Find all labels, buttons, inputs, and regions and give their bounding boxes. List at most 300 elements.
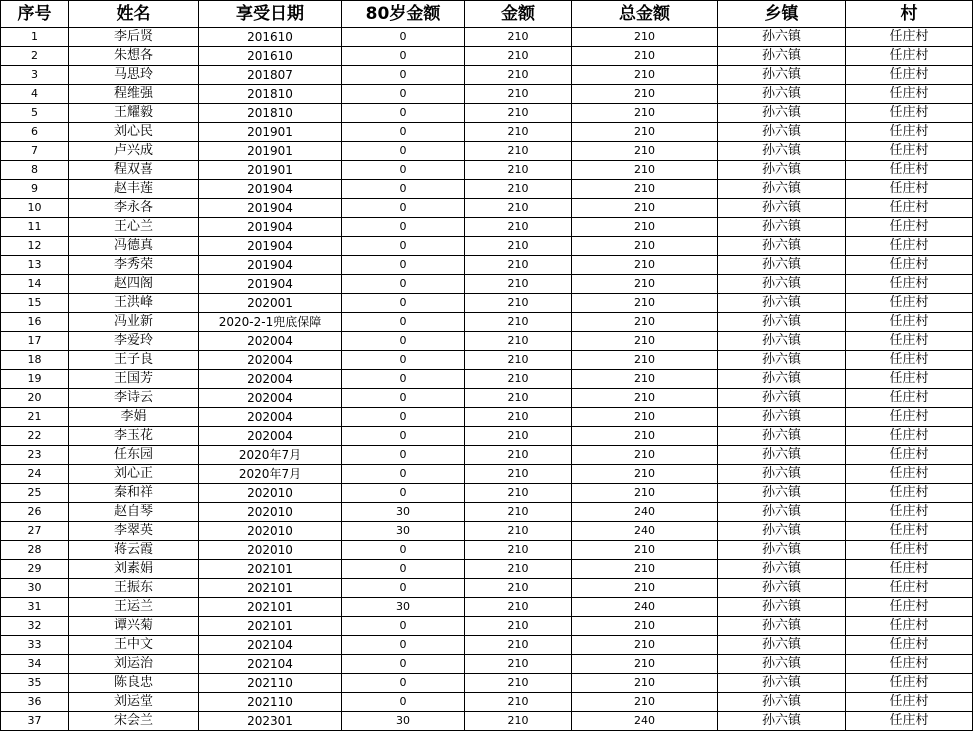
table-row	[1, 503, 973, 522]
cell-amount: 210	[465, 237, 572, 256]
cell-index: 12	[1, 237, 69, 256]
cell-town: 孙六镇	[718, 104, 846, 123]
cell-date: 202010	[199, 484, 342, 503]
cell-village: 任庄村	[846, 313, 973, 332]
cell-index: 13	[1, 256, 69, 275]
cell-total: 210	[572, 142, 718, 161]
table-row	[1, 370, 973, 389]
cell-date: 202004	[199, 351, 342, 370]
cell-index: 32	[1, 617, 69, 636]
cell-index: 28	[1, 541, 69, 560]
cell-80-amount: 0	[342, 693, 465, 712]
cell-80-amount: 0	[342, 47, 465, 66]
cell-total: 210	[572, 123, 718, 142]
cell-name: 王子良	[69, 351, 199, 370]
table-row	[1, 332, 973, 351]
cell-name: 李永各	[69, 199, 199, 218]
cell-index: 3	[1, 66, 69, 85]
cell-town: 孙六镇	[718, 617, 846, 636]
cell-total: 210	[572, 66, 718, 85]
cell-date: 202004	[199, 389, 342, 408]
cell-index: 8	[1, 161, 69, 180]
cell-index: 16	[1, 313, 69, 332]
cell-village: 任庄村	[846, 161, 973, 180]
cell-80-amount: 0	[342, 655, 465, 674]
cell-amount: 210	[465, 598, 572, 617]
cell-town: 孙六镇	[718, 560, 846, 579]
cell-total: 210	[572, 370, 718, 389]
table-row	[1, 579, 973, 598]
cell-village: 任庄村	[846, 617, 973, 636]
header-date: 享受日期	[199, 1, 342, 28]
cell-village: 任庄村	[846, 237, 973, 256]
cell-index: 22	[1, 427, 69, 446]
cell-80-amount: 30	[342, 598, 465, 617]
cell-80-amount: 0	[342, 351, 465, 370]
cell-total: 210	[572, 47, 718, 66]
cell-town: 孙六镇	[718, 484, 846, 503]
cell-name: 卢兴成	[69, 142, 199, 161]
cell-village: 任庄村	[846, 693, 973, 712]
cell-village: 任庄村	[846, 104, 973, 123]
cell-village: 任庄村	[846, 579, 973, 598]
table-row	[1, 465, 973, 484]
cell-name: 宋会兰	[69, 712, 199, 731]
cell-name: 任东园	[69, 446, 199, 465]
table-row	[1, 275, 973, 294]
cell-index: 36	[1, 693, 69, 712]
cell-village: 任庄村	[846, 541, 973, 560]
cell-amount: 210	[465, 275, 572, 294]
cell-80-amount: 0	[342, 294, 465, 313]
cell-village: 任庄村	[846, 465, 973, 484]
cell-village: 任庄村	[846, 294, 973, 313]
cell-name: 王心兰	[69, 218, 199, 237]
cell-amount: 210	[465, 351, 572, 370]
cell-town: 孙六镇	[718, 123, 846, 142]
cell-town: 孙六镇	[718, 389, 846, 408]
cell-total: 210	[572, 465, 718, 484]
cell-index: 25	[1, 484, 69, 503]
cell-name: 陈良忠	[69, 674, 199, 693]
cell-total: 210	[572, 237, 718, 256]
cell-80-amount: 0	[342, 617, 465, 636]
cell-index: 9	[1, 180, 69, 199]
cell-index: 10	[1, 199, 69, 218]
cell-total: 240	[572, 598, 718, 617]
cell-amount: 210	[465, 85, 572, 104]
cell-80-amount: 0	[342, 484, 465, 503]
cell-total: 210	[572, 655, 718, 674]
table-row	[1, 389, 973, 408]
cell-date: 201904	[199, 199, 342, 218]
cell-index: 18	[1, 351, 69, 370]
cell-index: 11	[1, 218, 69, 237]
cell-80-amount: 0	[342, 674, 465, 693]
cell-80-amount: 0	[342, 28, 465, 47]
cell-date: 201810	[199, 85, 342, 104]
cell-village: 任庄村	[846, 427, 973, 446]
cell-80-amount: 0	[342, 636, 465, 655]
cell-80-amount: 0	[342, 579, 465, 598]
cell-name: 谭兴菊	[69, 617, 199, 636]
cell-index: 21	[1, 408, 69, 427]
table-row	[1, 674, 973, 693]
cell-village: 任庄村	[846, 351, 973, 370]
cell-name: 冯业新	[69, 313, 199, 332]
header-village: 村	[846, 1, 973, 28]
cell-village: 任庄村	[846, 484, 973, 503]
cell-80-amount: 0	[342, 256, 465, 275]
cell-town: 孙六镇	[718, 28, 846, 47]
cell-80-amount: 0	[342, 370, 465, 389]
cell-index: 19	[1, 370, 69, 389]
cell-name: 李爱玲	[69, 332, 199, 351]
table-row	[1, 560, 973, 579]
table-row	[1, 541, 973, 560]
cell-village: 任庄村	[846, 256, 973, 275]
cell-date: 202110	[199, 674, 342, 693]
cell-total: 240	[572, 503, 718, 522]
cell-town: 孙六镇	[718, 370, 846, 389]
table-row	[1, 237, 973, 256]
cell-amount: 210	[465, 503, 572, 522]
table-row	[1, 484, 973, 503]
cell-village: 任庄村	[846, 199, 973, 218]
header-amount: 金额	[465, 1, 572, 28]
table-row	[1, 427, 973, 446]
cell-village: 任庄村	[846, 28, 973, 47]
cell-80-amount: 0	[342, 275, 465, 294]
cell-date: 202101	[199, 598, 342, 617]
cell-name: 李秀荣	[69, 256, 199, 275]
cell-80-amount: 0	[342, 66, 465, 85]
cell-amount: 210	[465, 636, 572, 655]
cell-amount: 210	[465, 693, 572, 712]
cell-80-amount: 30	[342, 522, 465, 541]
cell-total: 210	[572, 218, 718, 237]
cell-index: 37	[1, 712, 69, 731]
cell-amount: 210	[465, 465, 572, 484]
cell-date: 202010	[199, 522, 342, 541]
cell-amount: 210	[465, 256, 572, 275]
cell-name: 刘运治	[69, 655, 199, 674]
cell-town: 孙六镇	[718, 541, 846, 560]
cell-80-amount: 0	[342, 560, 465, 579]
cell-town: 孙六镇	[718, 294, 846, 313]
cell-name: 马思玲	[69, 66, 199, 85]
cell-date: 202104	[199, 655, 342, 674]
cell-amount: 210	[465, 161, 572, 180]
cell-total: 210	[572, 427, 718, 446]
cell-amount: 210	[465, 484, 572, 503]
cell-name: 李玉花	[69, 427, 199, 446]
cell-80-amount: 0	[342, 313, 465, 332]
cell-name: 李诗云	[69, 389, 199, 408]
cell-amount: 210	[465, 142, 572, 161]
cell-amount: 210	[465, 408, 572, 427]
cell-index: 24	[1, 465, 69, 484]
cell-name: 赵四阁	[69, 275, 199, 294]
cell-name: 刘心民	[69, 123, 199, 142]
table-row	[1, 123, 973, 142]
cell-80-amount: 0	[342, 446, 465, 465]
cell-80-amount: 30	[342, 712, 465, 731]
cell-village: 任庄村	[846, 446, 973, 465]
cell-name: 王国芳	[69, 370, 199, 389]
table-row	[1, 693, 973, 712]
cell-amount: 210	[465, 294, 572, 313]
cell-town: 孙六镇	[718, 237, 846, 256]
header-row	[1, 1, 973, 28]
cell-town: 孙六镇	[718, 142, 846, 161]
cell-80-amount: 0	[342, 180, 465, 199]
cell-village: 任庄村	[846, 503, 973, 522]
cell-date: 202010	[199, 541, 342, 560]
table-row	[1, 351, 973, 370]
cell-name: 王振东	[69, 579, 199, 598]
cell-total: 240	[572, 522, 718, 541]
cell-date: 202004	[199, 370, 342, 389]
cell-name: 程维强	[69, 85, 199, 104]
cell-village: 任庄村	[846, 47, 973, 66]
table-row	[1, 598, 973, 617]
cell-index: 2	[1, 47, 69, 66]
cell-80-amount: 0	[342, 332, 465, 351]
cell-date: 202004	[199, 427, 342, 446]
cell-date: 201810	[199, 104, 342, 123]
cell-80-amount: 0	[342, 199, 465, 218]
cell-village: 任庄村	[846, 218, 973, 237]
cell-total: 210	[572, 636, 718, 655]
cell-town: 孙六镇	[718, 446, 846, 465]
cell-date: 201807	[199, 66, 342, 85]
cell-index: 29	[1, 560, 69, 579]
cell-80-amount: 0	[342, 541, 465, 560]
cell-amount: 210	[465, 446, 572, 465]
cell-date: 2020年7月	[199, 465, 342, 484]
cell-index: 4	[1, 85, 69, 104]
cell-date: 201901	[199, 161, 342, 180]
cell-town: 孙六镇	[718, 503, 846, 522]
cell-total: 210	[572, 313, 718, 332]
cell-village: 任庄村	[846, 655, 973, 674]
cell-total: 210	[572, 674, 718, 693]
cell-80-amount: 0	[342, 104, 465, 123]
cell-date: 201904	[199, 275, 342, 294]
cell-total: 210	[572, 541, 718, 560]
cell-index: 35	[1, 674, 69, 693]
cell-town: 孙六镇	[718, 674, 846, 693]
cell-total: 210	[572, 256, 718, 275]
cell-total: 210	[572, 617, 718, 636]
cell-index: 7	[1, 142, 69, 161]
header-index: 序号	[1, 1, 69, 28]
table-row	[1, 47, 973, 66]
cell-date: 202110	[199, 693, 342, 712]
cell-date: 202101	[199, 560, 342, 579]
cell-town: 孙六镇	[718, 522, 846, 541]
cell-date: 202010	[199, 503, 342, 522]
cell-village: 任庄村	[846, 522, 973, 541]
table-row	[1, 161, 973, 180]
cell-80-amount: 0	[342, 237, 465, 256]
cell-town: 孙六镇	[718, 47, 846, 66]
cell-amount: 210	[465, 427, 572, 446]
cell-name: 刘心正	[69, 465, 199, 484]
cell-town: 孙六镇	[718, 332, 846, 351]
cell-80-amount: 0	[342, 465, 465, 484]
cell-date: 201904	[199, 180, 342, 199]
cell-date: 202104	[199, 636, 342, 655]
cell-name: 王耀毅	[69, 104, 199, 123]
cell-name: 刘运堂	[69, 693, 199, 712]
cell-index: 27	[1, 522, 69, 541]
cell-amount: 210	[465, 712, 572, 731]
cell-village: 任庄村	[846, 636, 973, 655]
cell-amount: 210	[465, 123, 572, 142]
table-row	[1, 655, 973, 674]
cell-total: 240	[572, 712, 718, 731]
table-row	[1, 446, 973, 465]
cell-village: 任庄村	[846, 560, 973, 579]
cell-town: 孙六镇	[718, 579, 846, 598]
cell-date: 202004	[199, 332, 342, 351]
cell-name: 刘素娟	[69, 560, 199, 579]
cell-name: 赵自琴	[69, 503, 199, 522]
table-row	[1, 85, 973, 104]
cell-date: 201904	[199, 256, 342, 275]
cell-date: 202301	[199, 712, 342, 731]
cell-80-amount: 0	[342, 123, 465, 142]
cell-total: 210	[572, 351, 718, 370]
cell-date: 201904	[199, 237, 342, 256]
cell-town: 孙六镇	[718, 351, 846, 370]
cell-town: 孙六镇	[718, 161, 846, 180]
cell-town: 孙六镇	[718, 218, 846, 237]
cell-date: 202101	[199, 617, 342, 636]
cell-date: 201610	[199, 28, 342, 47]
cell-total: 210	[572, 85, 718, 104]
cell-name: 程双喜	[69, 161, 199, 180]
table-row	[1, 199, 973, 218]
table-row	[1, 104, 973, 123]
cell-village: 任庄村	[846, 408, 973, 427]
cell-village: 任庄村	[846, 123, 973, 142]
cell-village: 任庄村	[846, 332, 973, 351]
cell-80-amount: 0	[342, 85, 465, 104]
table-row	[1, 66, 973, 85]
cell-index: 20	[1, 389, 69, 408]
cell-index: 1	[1, 28, 69, 47]
cell-date: 202001	[199, 294, 342, 313]
table-row	[1, 180, 973, 199]
cell-amount: 210	[465, 47, 572, 66]
cell-village: 任庄村	[846, 389, 973, 408]
cell-date: 2020-2-1兜底保障	[199, 313, 342, 332]
cell-town: 孙六镇	[718, 655, 846, 674]
cell-total: 210	[572, 446, 718, 465]
cell-total: 210	[572, 560, 718, 579]
cell-name: 王运兰	[69, 598, 199, 617]
cell-name: 李娟	[69, 408, 199, 427]
cell-village: 任庄村	[846, 85, 973, 104]
cell-village: 任庄村	[846, 142, 973, 161]
table-row	[1, 408, 973, 427]
cell-town: 孙六镇	[718, 180, 846, 199]
cell-town: 孙六镇	[718, 275, 846, 294]
cell-total: 210	[572, 408, 718, 427]
cell-town: 孙六镇	[718, 256, 846, 275]
cell-index: 17	[1, 332, 69, 351]
cell-village: 任庄村	[846, 180, 973, 199]
cell-date: 201610	[199, 47, 342, 66]
cell-town: 孙六镇	[718, 66, 846, 85]
cell-amount: 210	[465, 104, 572, 123]
cell-amount: 210	[465, 560, 572, 579]
table-row	[1, 256, 973, 275]
cell-amount: 210	[465, 370, 572, 389]
cell-town: 孙六镇	[718, 712, 846, 731]
cell-name: 王洪峰	[69, 294, 199, 313]
cell-amount: 210	[465, 541, 572, 560]
cell-total: 210	[572, 579, 718, 598]
header-total: 总金额	[572, 1, 718, 28]
table-row	[1, 313, 973, 332]
table-row	[1, 522, 973, 541]
cell-town: 孙六镇	[718, 693, 846, 712]
cell-index: 23	[1, 446, 69, 465]
cell-date: 202101	[199, 579, 342, 598]
cell-amount: 210	[465, 180, 572, 199]
cell-date: 202004	[199, 408, 342, 427]
cell-80-amount: 30	[342, 503, 465, 522]
cell-index: 26	[1, 503, 69, 522]
cell-village: 任庄村	[846, 275, 973, 294]
cell-total: 210	[572, 332, 718, 351]
cell-name: 赵丰莲	[69, 180, 199, 199]
cell-total: 210	[572, 161, 718, 180]
cell-town: 孙六镇	[718, 408, 846, 427]
cell-total: 210	[572, 693, 718, 712]
cell-index: 33	[1, 636, 69, 655]
cell-date: 201901	[199, 123, 342, 142]
cell-total: 210	[572, 104, 718, 123]
cell-town: 孙六镇	[718, 598, 846, 617]
cell-index: 31	[1, 598, 69, 617]
cell-80-amount: 0	[342, 218, 465, 237]
cell-total: 210	[572, 28, 718, 47]
cell-name: 秦和祥	[69, 484, 199, 503]
table-row	[1, 294, 973, 313]
header-town: 乡镇	[718, 1, 846, 28]
cell-index: 34	[1, 655, 69, 674]
cell-index: 6	[1, 123, 69, 142]
cell-town: 孙六镇	[718, 85, 846, 104]
table-row	[1, 636, 973, 655]
cell-village: 任庄村	[846, 66, 973, 85]
cell-index: 5	[1, 104, 69, 123]
cell-date: 2020年7月	[199, 446, 342, 465]
cell-80-amount: 0	[342, 142, 465, 161]
table-body	[1, 28, 973, 731]
cell-amount: 210	[465, 617, 572, 636]
cell-village: 任庄村	[846, 370, 973, 389]
cell-total: 210	[572, 275, 718, 294]
cell-index: 15	[1, 294, 69, 313]
cell-amount: 210	[465, 199, 572, 218]
cell-amount: 210	[465, 313, 572, 332]
